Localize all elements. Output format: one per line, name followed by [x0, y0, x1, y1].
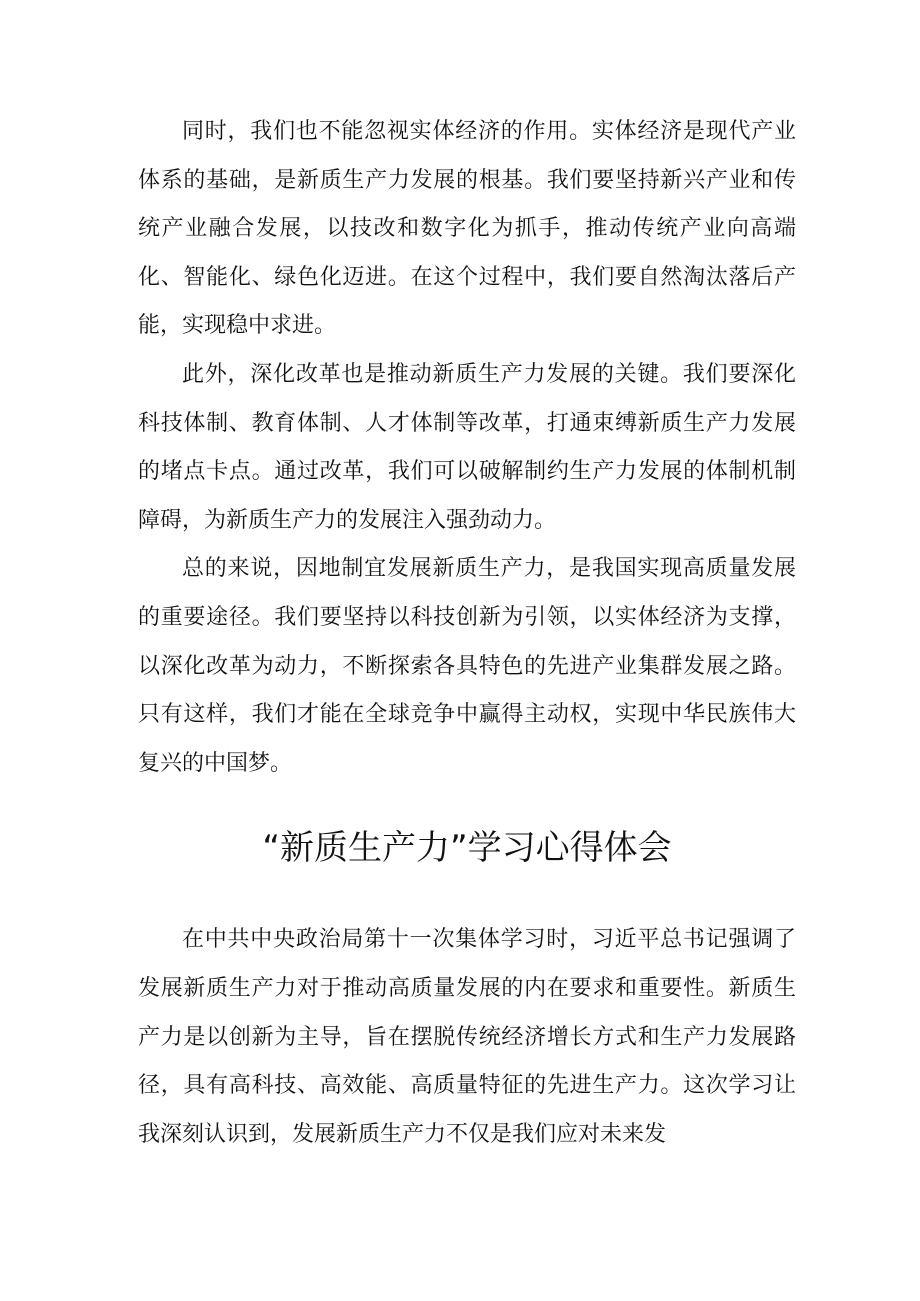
paragraph-real-economy: 同时，我们也不能忽视实体经济的作用。实体经济是现代产业体系的基础，是新质生产力发展的根基。我们要坚持新兴产业和传统产业融合发展，以技改和数字化为抓手，推动传统产业向高端化、智能化、绿色化迈进。在这个过程中，我们要自然淘汰落后产能，实现稳中求进。: [138, 119, 796, 339]
paragraph-study-session: 在中共中央政治局第十一次集体学习时，习近平总书记强调了发展新质生产力对于推动高质量发展的内在要求和重要性。新质生产力是以创新为主导，旨在摆脱传统经济增长方式和生产力发展路径，具有高科技、高效能、高质量特征的先进生产力。这次学习让我深刻认识到，发展新质生产力不仅是我们应对未来发: [138, 927, 796, 1147]
paragraph-conclusion: 总的来说，因地制宜发展新质生产力，是我国实现高质量发展的重要途径。我们要坚持以科技创新为引领，以实体经济为支撑，以深化改革为动力，不断探索各具特色的先进产业集群发展之路。只有这样，我们才能在全球竞争中赢得主动权，实现中华民族伟大复兴的中国梦。: [138, 556, 796, 776]
document-body: [138, 108, 796, 1159]
paragraph-deepen-reform: 此外，深化改革也是推动新质生产力发展的关键。我们要深化科技体制、教育体制、人才体制等改革，打通束缚新质生产力发展的堵点卡点。通过改革，我们可以破解制约生产力发展的体制机制障碍，为新质生产力的发展注入强劲动力。: [138, 361, 796, 533]
section-title: “新质生产力”学习心得体会: [262, 828, 672, 869]
